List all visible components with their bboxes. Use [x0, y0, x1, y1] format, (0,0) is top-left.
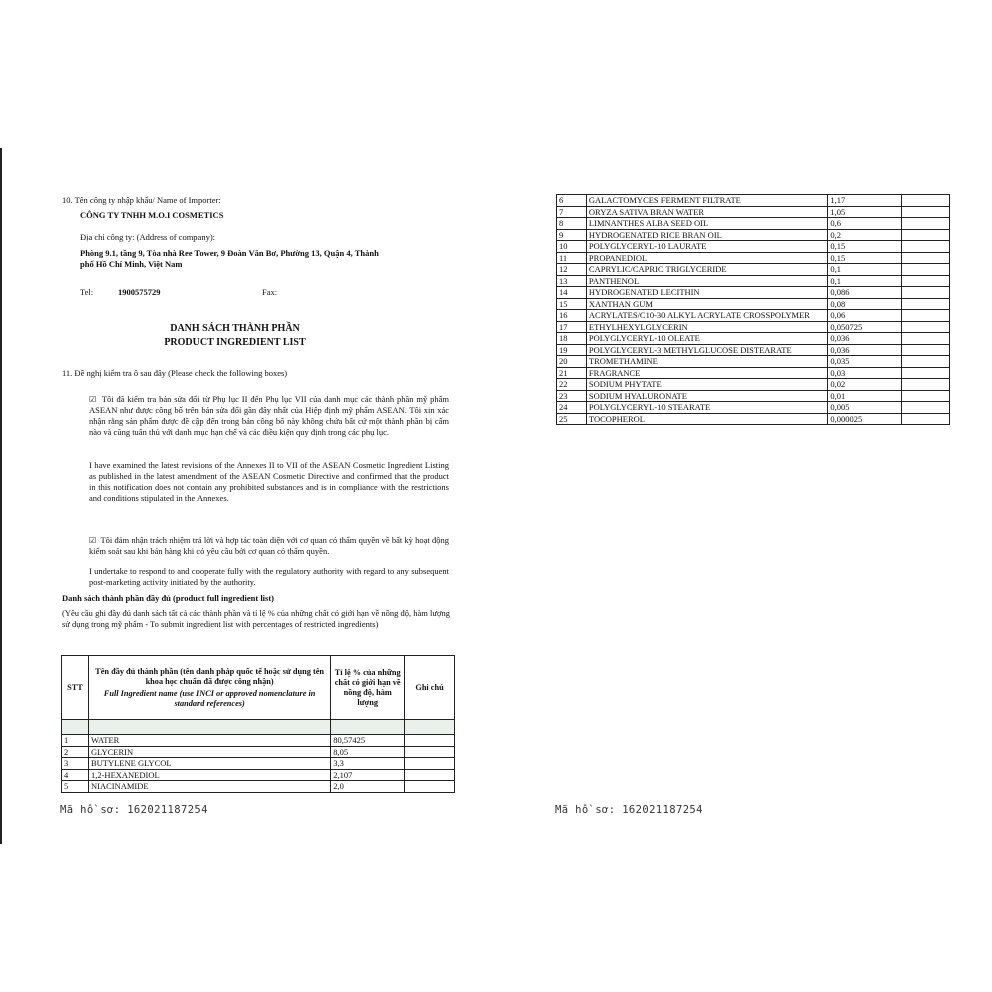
ingredient-name: XANTHAN GUM	[586, 298, 827, 310]
tel-label: Tel:	[80, 287, 94, 297]
table-row	[62, 781, 455, 793]
list-title-vi: DANH SÁCH THÀNH PHẦN	[170, 323, 300, 334]
col-name-vi: Tên đầy đủ thành phần (tên danh pháp quốc tế hoặc sử dụng tên khoa học chuẩn đã được công nhận)	[95, 666, 325, 686]
ingredient-number: 20	[557, 356, 587, 368]
commitment-2-en: I undertake to respond to and cooperate fully with the regulatory authority with regard to any subsequent post-marketing activity initiated by the authority.	[89, 566, 449, 587]
ingredient-name: POLYGLYCERYL-10 LAURATE	[586, 241, 827, 253]
table-row	[557, 413, 950, 425]
ingredient-percentage: 0,035	[828, 356, 902, 368]
address-label: Địa chỉ công ty: (Address of company):	[80, 232, 216, 242]
table-row	[62, 746, 455, 758]
ingredient-note	[902, 402, 950, 414]
col-note: Ghi chú	[405, 656, 455, 720]
ingredient-name: HYDROGENATED RICE BRAN OIL	[586, 229, 827, 241]
ingredient-note	[902, 310, 950, 322]
record-code-left: Mã hồ sơ: 162021187254	[60, 804, 208, 816]
ingredient-percentage: 0,050725	[828, 321, 902, 333]
table-row	[557, 252, 950, 264]
table-row	[557, 206, 950, 218]
ingredient-name: LIMNANTHES ALBA SEED OIL	[586, 218, 827, 230]
tel-value: 1900575729	[118, 287, 161, 297]
list-title-en: PRODUCT INGREDIENT LIST	[164, 337, 306, 348]
commitment-2-vi-text: Tôi đảm nhận trách nhiệm trả lời và hợp tác toàn diện với cơ quan có thẩm quyền về bất kỳ hoạt động kiểm soát sau khi bán hàng khi có yêu cầu bởi cơ quan có thẩm quyền.	[89, 535, 449, 556]
fax-label: Fax:	[262, 287, 278, 297]
ingredient-note	[902, 229, 950, 241]
commitment-1-vi-text: Tôi đã kiểm tra bản sửa đổi từ Phụ lục II đến Phụ lục VII của danh mục các thành phần mỹ phẩm ASEAN như được công bố trên bản sửa đổi gần đây nhất của Hiệp định mỹ phẩm ASEAN. Tôi xin xác nhận rằng sản phẩm được đề cập đến trong bản công bố này không chứa bất cứ một thành phần bị cấm nào và cũng tuân thủ với danh mục hạn chế và các điều kiện quy định trong các phụ lục.	[89, 394, 449, 437]
importer-company: CÔNG TY TNHH M.O.I COSMETICS	[80, 210, 224, 220]
table-row	[557, 229, 950, 241]
ingredient-note	[902, 390, 950, 402]
col-name-en: Full Ingredient name (use INCI or approved nomenclature in standard references)	[103, 688, 316, 708]
ingredient-name: POLYGLYCERYL-3 METHYLGLUCOSE DISTEARATE	[586, 344, 827, 356]
ingredient-name: CAPRYLIC/CAPRIC TRIGLYCERIDE	[586, 264, 827, 276]
full-list-title: Danh sách thành phần đầy đủ (product full ingredient list)	[62, 593, 275, 603]
ingredient-name: SODIUM PHYTATE	[586, 379, 827, 391]
importer-label: 10. Tên công ty nhập khẩu/ Name of Importer:	[62, 195, 221, 205]
ingredient-name: HYDROGENATED LECITHIN	[586, 287, 827, 299]
ingredient-percentage: 1,17	[828, 195, 902, 207]
col-name	[88, 656, 330, 720]
ingredient-number: 25	[557, 413, 587, 425]
table-row	[557, 241, 950, 253]
ingredient-table-right	[556, 194, 950, 425]
table-row	[557, 402, 950, 414]
ingredient-number: 11	[557, 252, 587, 264]
ingredient-name: WATER	[88, 735, 330, 747]
commitment-1-vi	[89, 394, 449, 438]
ingredient-percentage: 0,086	[828, 287, 902, 299]
ingredient-number: 3	[62, 758, 89, 770]
table-row	[557, 390, 950, 402]
ingredient-note	[405, 746, 455, 758]
full-list-note: (Yêu cầu ghi đầy đủ danh sách tất cả các thành phần và tỉ lệ % của những chất có giới hạn về nồng độ, hàm lượng sử dụng trong mỹ phẩm - To submit ingredient list with percentages of restricted ingredients)	[62, 608, 450, 629]
page-edge-line	[0, 148, 2, 844]
ingredient-name: NIACINAMIDE	[88, 781, 330, 793]
ingredient-note	[902, 264, 950, 276]
ingredient-note	[405, 735, 455, 747]
ingredient-number: 1	[62, 735, 89, 747]
table-row	[557, 195, 950, 207]
table-row	[62, 758, 455, 770]
ingredient-number: 19	[557, 344, 587, 356]
table-row	[557, 218, 950, 230]
table-row	[557, 275, 950, 287]
ingredient-number: 17	[557, 321, 587, 333]
ingredient-note	[902, 241, 950, 253]
ingredient-number: 7	[557, 206, 587, 218]
ingredient-percentage: 2,107	[331, 769, 405, 781]
commitment-2-vi	[89, 535, 449, 557]
table-row	[557, 321, 950, 333]
ingredient-note	[902, 413, 950, 425]
ingredient-note	[902, 252, 950, 264]
table-row	[557, 333, 950, 345]
ingredient-name: TOCOPHEROL	[586, 413, 827, 425]
table-header-row	[62, 656, 455, 720]
ingredient-number: 16	[557, 310, 587, 322]
table-row	[557, 379, 950, 391]
ingredient-number: 6	[557, 195, 587, 207]
ingredient-percentage: 0,06	[828, 310, 902, 322]
ingredient-note	[902, 298, 950, 310]
table-row	[557, 298, 950, 310]
ingredient-note	[902, 287, 950, 299]
ingredient-note	[902, 195, 950, 207]
commitment-1-en: I have examined the latest revisions of the Annexes II to VII of the ASEAN Cosmetic Ingredient Listing as published in the latest amendment of the ASEAN Cosmetic Directive and confirmed that the product in this notification does not contain any prohibited substances and is in compliance with the restrictions and conditions stipulated in the Annexes.	[89, 460, 449, 503]
table-spacer-row	[62, 720, 455, 735]
ingredient-percentage: 0,03	[828, 367, 902, 379]
ingredient-name: ETHYLHEXYLGLYCERIN	[586, 321, 827, 333]
ingredient-note	[902, 356, 950, 368]
checkbox-checked-icon: ☑	[89, 536, 97, 545]
col-pct: Tỉ lệ % của những chất có giới hạn về nồng độ, hàm lượng	[331, 656, 405, 720]
ingredient-number: 18	[557, 333, 587, 345]
ingredient-percentage: 2,0	[331, 781, 405, 793]
table-row	[557, 287, 950, 299]
table-row	[557, 310, 950, 322]
ingredient-percentage: 0,000025	[828, 413, 902, 425]
ingredient-note	[902, 333, 950, 345]
ingredient-name: BUTYLENE GLYCOL	[88, 758, 330, 770]
ingredient-note	[405, 769, 455, 781]
checkbox-checked-icon: ☑	[89, 395, 97, 404]
table-row	[557, 356, 950, 368]
ingredient-name: GLYCERIN	[88, 746, 330, 758]
ingredient-percentage: 0,01	[828, 390, 902, 402]
ingredient-number: 9	[557, 229, 587, 241]
ingredient-percentage: 3,3	[331, 758, 405, 770]
ingredient-number: 23	[557, 390, 587, 402]
section-11-label: 11. Đề nghị kiểm tra ô sau đây (Please check the following boxes)	[62, 368, 288, 378]
ingredient-note	[902, 321, 950, 333]
ingredient-percentage: 80,57425	[331, 735, 405, 747]
ingredient-number: 12	[557, 264, 587, 276]
ingredient-percentage: 0,1	[828, 275, 902, 287]
ingredient-table-left	[61, 655, 455, 793]
ingredient-note	[902, 379, 950, 391]
ingredient-note	[405, 781, 455, 793]
ingredient-number: 4	[62, 769, 89, 781]
ingredient-note	[902, 344, 950, 356]
ingredient-name: TROMETHAMINE	[586, 356, 827, 368]
address-line-2: phố Hồ Chí Minh, Việt Nam	[80, 259, 183, 269]
ingredient-number: 2	[62, 746, 89, 758]
ingredient-name: ACRYLATES/C10-30 ALKYL ACRYLATE CROSSPOLYMER	[586, 310, 827, 322]
table-row	[62, 769, 455, 781]
ingredient-percentage: 0,15	[828, 241, 902, 253]
ingredient-name: GALACTOMYCES FERMENT FILTRATE	[586, 195, 827, 207]
ingredient-number: 13	[557, 275, 587, 287]
table-row	[557, 264, 950, 276]
ingredient-note	[405, 758, 455, 770]
ingredient-percentage: 0,2	[828, 229, 902, 241]
address-line-1: Phòng 9.1, tầng 9, Tòa nhà Ree Tower, 9 Đoàn Văn Bơ, Phường 13, Quận 4, Thành	[80, 248, 379, 258]
ingredient-percentage: 0,036	[828, 333, 902, 345]
ingredient-number: 14	[557, 287, 587, 299]
ingredient-number: 15	[557, 298, 587, 310]
ingredient-percentage: 0,6	[828, 218, 902, 230]
ingredient-name: PANTHENOL	[586, 275, 827, 287]
ingredient-percentage: 0,005	[828, 402, 902, 414]
table-row	[557, 344, 950, 356]
table-row	[557, 367, 950, 379]
ingredient-number: 8	[557, 218, 587, 230]
ingredient-number: 10	[557, 241, 587, 253]
ingredient-name: ORYZA SATIVA BRAN WATER	[586, 206, 827, 218]
ingredient-percentage: 1,05	[828, 206, 902, 218]
ingredient-percentage: 0,1	[828, 264, 902, 276]
ingredient-percentage: 0,02	[828, 379, 902, 391]
ingredient-note	[902, 275, 950, 287]
ingredient-note	[902, 367, 950, 379]
ingredient-name: POLYGLYCERYL-10 OLEATE	[586, 333, 827, 345]
ingredient-name: POLYGLYCERYL-10 STEARATE	[586, 402, 827, 414]
ingredient-note	[902, 206, 950, 218]
ingredient-percentage: 0,036	[828, 344, 902, 356]
ingredient-number: 22	[557, 379, 587, 391]
table-row	[62, 735, 455, 747]
ingredient-number: 24	[557, 402, 587, 414]
ingredient-name: PROPANEDIOL	[586, 252, 827, 264]
record-code-right: Mã hồ sơ: 162021187254	[555, 804, 703, 816]
ingredient-name: FRAGRANCE	[586, 367, 827, 379]
ingredient-percentage: 8,05	[331, 746, 405, 758]
ingredient-percentage: 0,08	[828, 298, 902, 310]
ingredient-name: SODIUM HYALURONATE	[586, 390, 827, 402]
ingredient-name: 1,2-HEXANEDIOL	[88, 769, 330, 781]
ingredient-percentage: 0,15	[828, 252, 902, 264]
ingredient-number: 5	[62, 781, 89, 793]
col-stt: STT	[62, 656, 89, 720]
ingredient-note	[902, 218, 950, 230]
ingredient-number: 21	[557, 367, 587, 379]
